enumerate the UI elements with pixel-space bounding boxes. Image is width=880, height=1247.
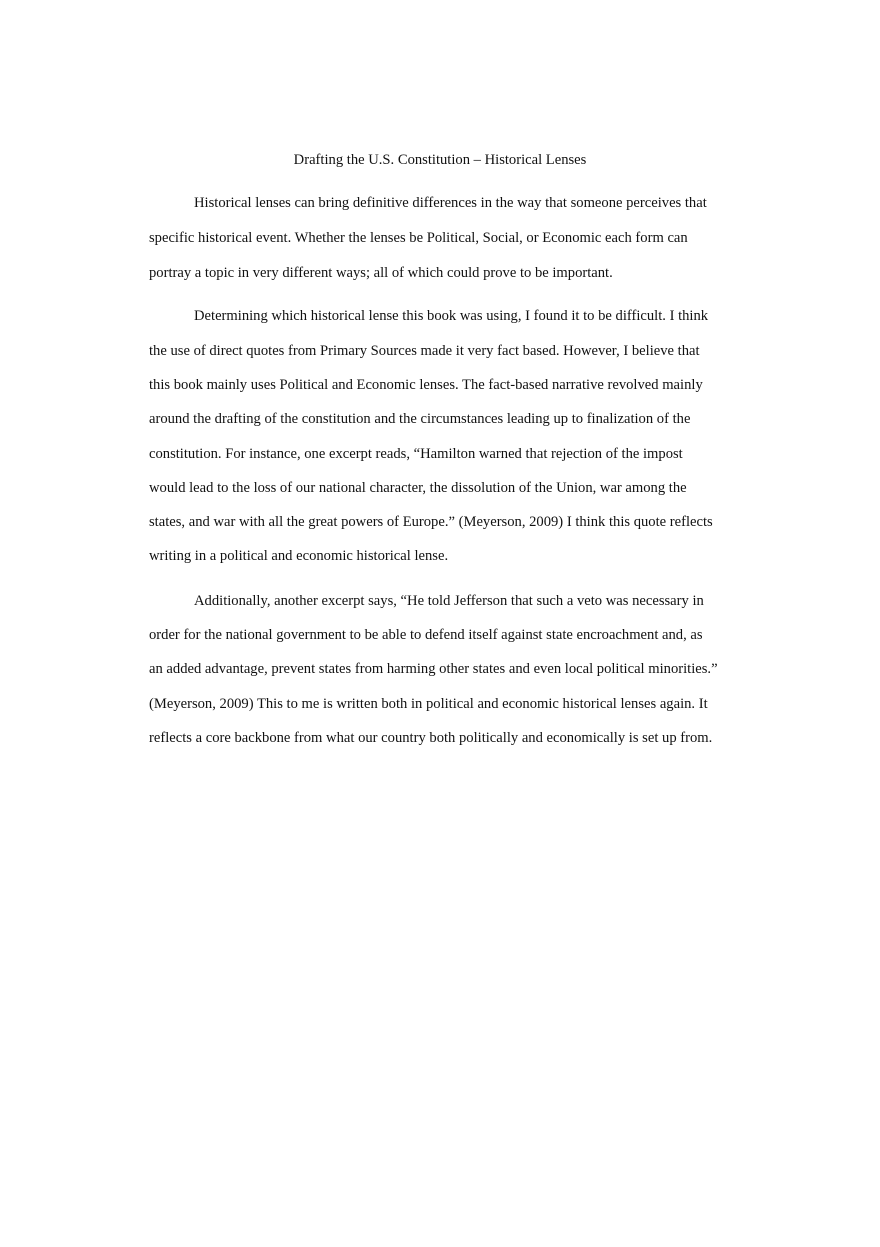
paragraph-2-line-6: would lead to the loss of our national character, the dissolution of the Union, war among the <box>149 480 687 496</box>
paragraph-2-line-1: Determining which historical lense this book was using, I found it to be difficult. I think <box>194 308 709 324</box>
paragraph-2-line-4: around the drafting of the constitution and the circumstances leading up to finalization of the <box>149 411 691 427</box>
paragraph-2-line-7: states, and war with all the great powers of Europe.” (Meyerson, 2009) I think this quote reflects <box>149 514 713 530</box>
paragraph-2-line-3: this book mainly uses Political and Economic lenses. The fact-based narrative revolved mainly <box>149 377 703 393</box>
paragraph-2-line-2: the use of direct quotes from Primary Sources made it very fact based. However, I believe that <box>149 343 700 359</box>
paragraph-1-line-3: portray a topic in very different ways; all of which could prove to be important. <box>149 265 613 281</box>
paragraph-1-line-1: Historical lenses can bring definitive differences in the way that someone perceives that <box>194 195 707 211</box>
paragraph-2-line-8: writing in a political and economic historical lense. <box>149 548 449 564</box>
paragraph-2-line-5: constitution. For instance, one excerpt reads, “Hamilton warned that rejection of the impost <box>149 446 683 462</box>
paragraph-3-line-3: an added advantage, prevent states from harming other states and even local political minorities.” <box>149 661 718 677</box>
paragraph-3-line-5: reflects a core backbone from what our country both politically and economically is set up from. <box>149 730 713 746</box>
paragraph-3-line-2: order for the national government to be able to defend itself against state encroachment and, as <box>149 627 703 643</box>
paragraph-1-line-2: specific historical event. Whether the lenses be Political, Social, or Economic each form can <box>149 230 688 246</box>
document-title: Drafting the U.S. Constitution – Historical Lenses <box>293 152 587 168</box>
paragraph-3-line-1: Additionally, another excerpt says, “He told Jefferson that such a veto was necessary in <box>194 593 704 609</box>
paragraph-3-line-4: (Meyerson, 2009) This to me is written both in political and economic historical lenses again. It <box>149 696 708 712</box>
